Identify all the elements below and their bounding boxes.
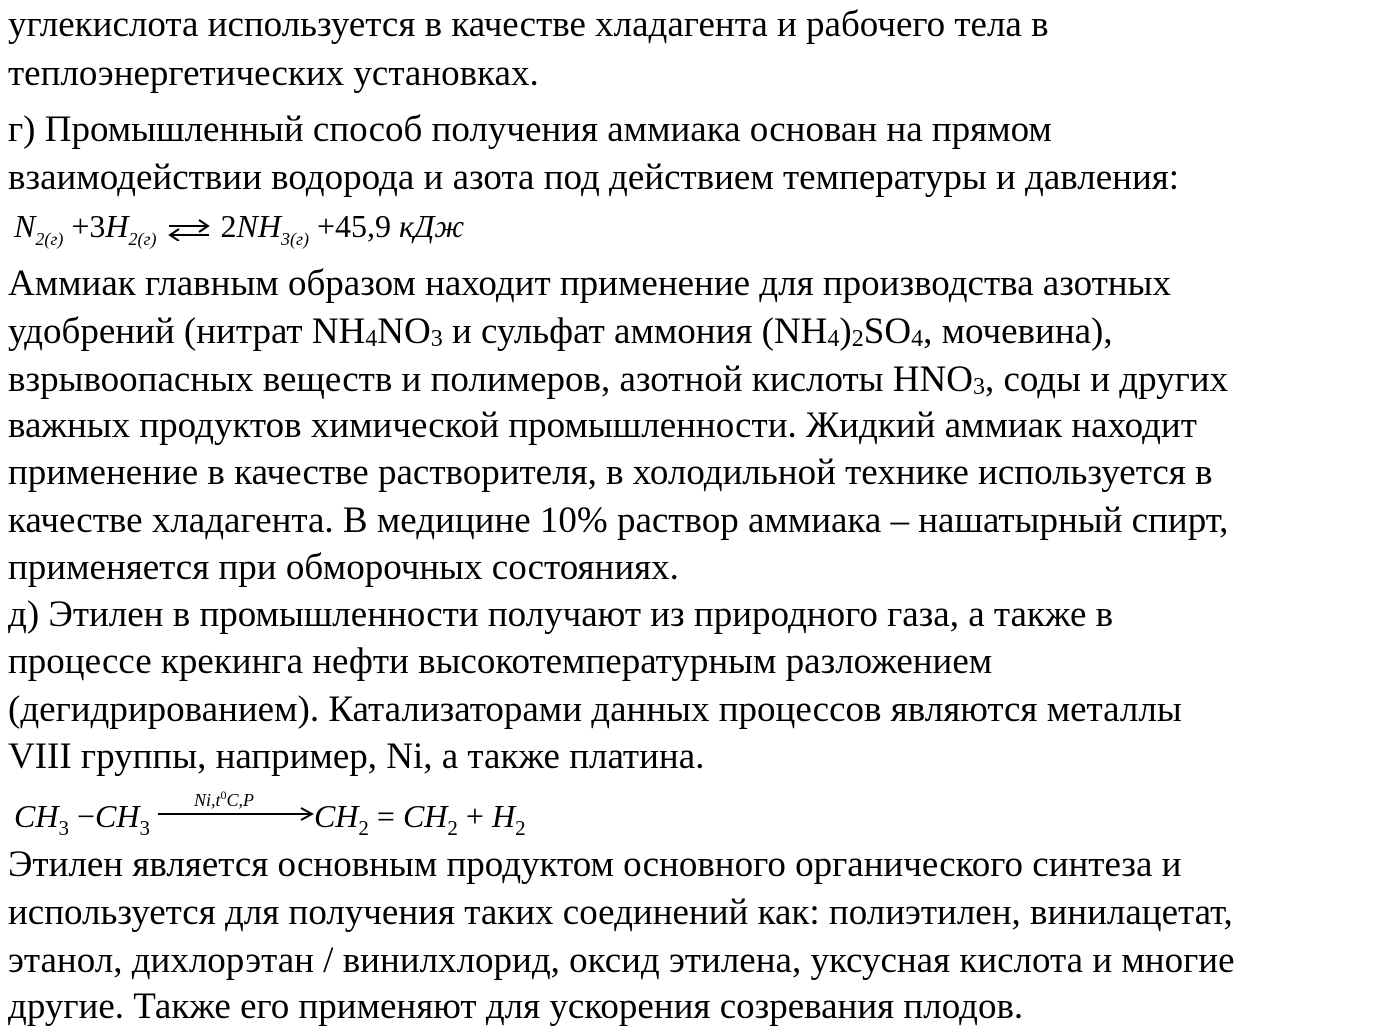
text-line: этанол, дихлорэтан / винилхлорид, оксид этилена, уксусная кислота и многие xyxy=(8,940,1235,981)
text-line: д) Этилен в промышленности получают из природного газа, а также в xyxy=(8,594,1114,635)
text-line: качестве хладагента. В медицине 10% раствор аммиака – нашатырный спирт, xyxy=(8,500,1229,541)
ethane-dehydrogenation-equation: $CH_3 -CH_3$ $Ni,t^0C,P$ $CH_2 = CH_2 + H_2$ xyxy=(14,796,526,848)
text-line: важных продуктов химической промышленности. Жидкий аммиак находит xyxy=(8,405,1197,446)
text-line: VIII группы, например, Ni, а также платина. xyxy=(8,736,705,777)
text-line: г) Промышленный способ получения аммиака основан на прямом xyxy=(8,109,1052,150)
text-line: удобрений (нитрат NH4NO3 и сульфат аммония (NH4)2SO4, мочевина), xyxy=(8,311,1113,352)
ammonia-synthesis-equation: $N_{2(г)} +3H_{2(г)}$ $2NH_{3(г)} +45,9$ кДж xyxy=(14,208,465,249)
text-line: углекислота используется в качестве хладагента и рабочего тела в xyxy=(8,4,1049,45)
reaction-arrow-icon xyxy=(158,807,314,821)
text-line: взрывоопасных веществ и полимеров, азотной кислоты HNO3, соды и других xyxy=(8,359,1229,400)
text-line: применяется при обморочных состояниях. xyxy=(8,547,679,588)
reaction-conditions: $Ni,t^0C,P$ xyxy=(193,788,254,810)
text-line: (дегидрированием). Катализаторами данных процессов являются металлы xyxy=(8,689,1182,730)
text-line: другие. Также его применяют для ускорения созревания плодов. xyxy=(8,986,1024,1027)
catalyst-arrow xyxy=(158,788,314,831)
text-line: процессе крекинга нефти высокотемпературным разложением xyxy=(8,641,993,682)
text-line: Аммиак главным образом находит применение для производства азотных xyxy=(8,263,1171,304)
equilibrium-arrow-icon xyxy=(167,219,211,241)
text-line: теплоэнергетических установках. xyxy=(8,53,539,94)
text-line: Этилен является основным продуктом основного органического синтеза и xyxy=(8,844,1182,885)
text-line: используется для получения таких соединений как: полиэтилен, винилацетат, xyxy=(8,892,1233,933)
text-line: взаимодействии водорода и азота под действием температуры и давления: xyxy=(8,157,1180,198)
text-line: применение в качестве растворителя, в холодильной технике используется в xyxy=(8,452,1213,493)
